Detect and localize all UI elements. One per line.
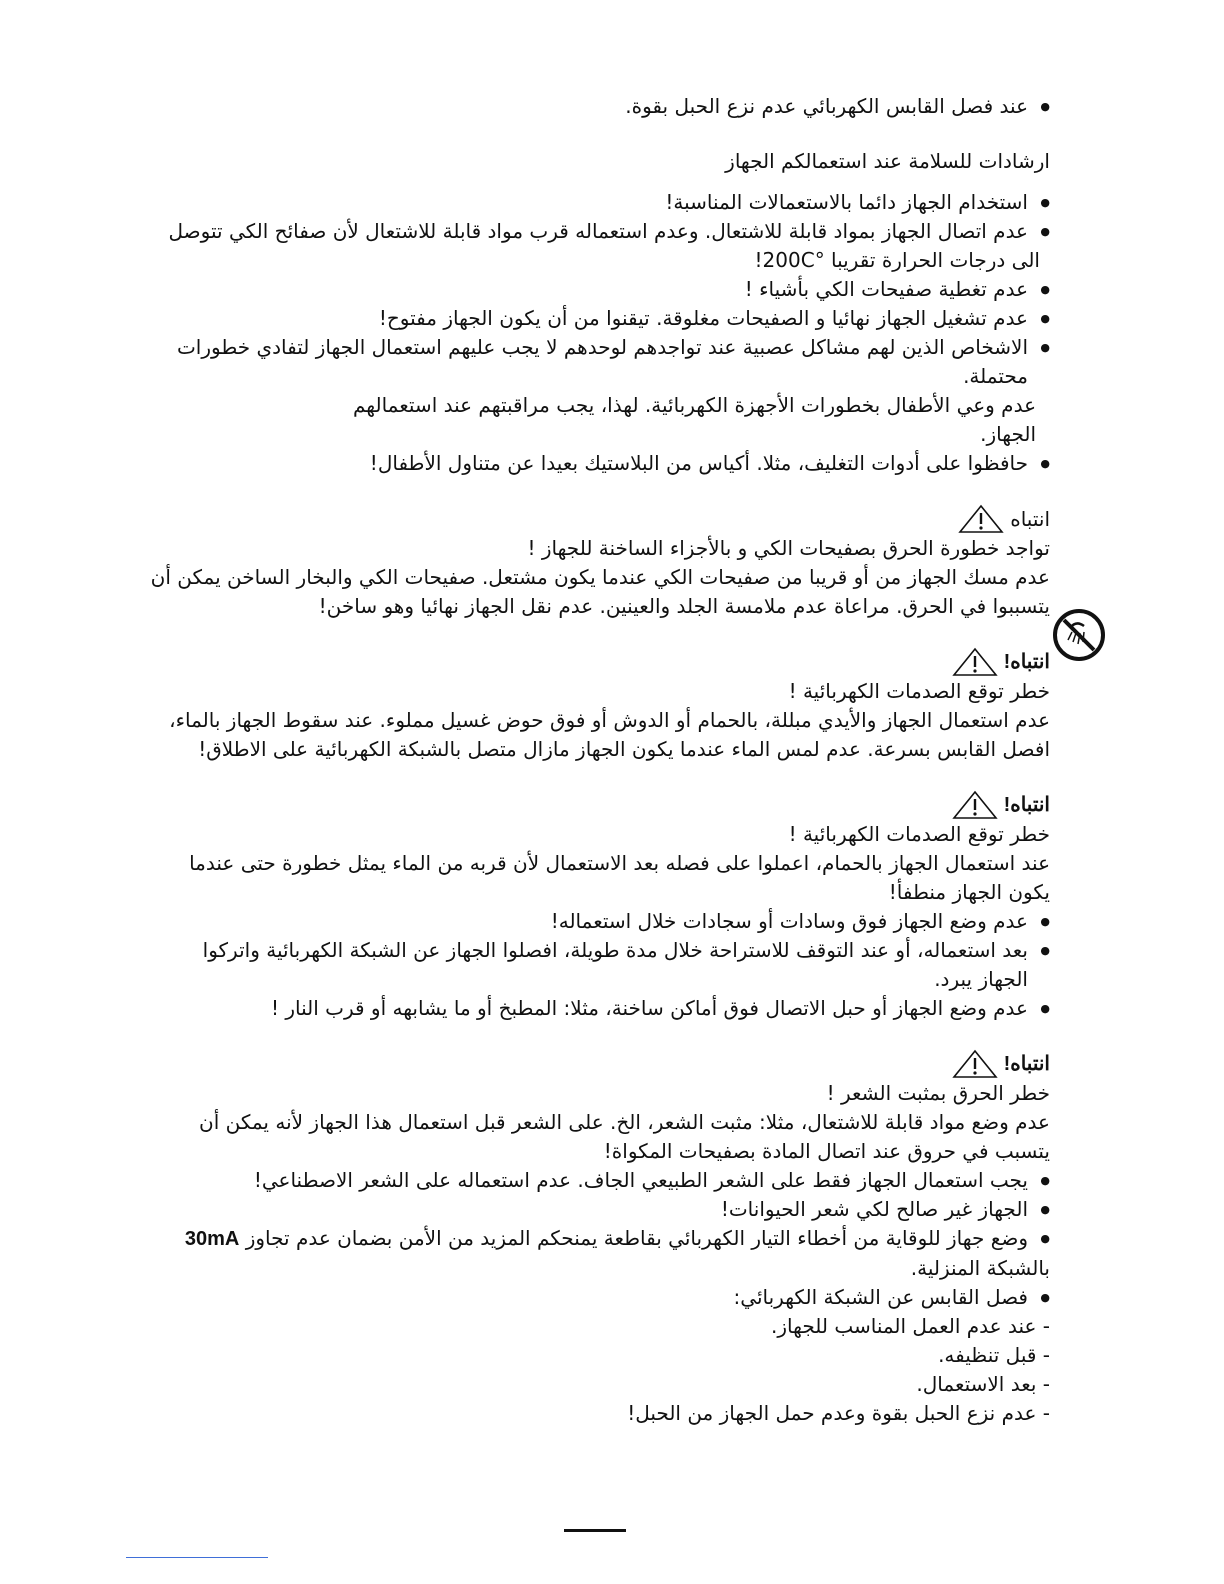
bullet-persons: ● الاشخاص الذين لهم مشاكل عصبية عند تواجدهم لوحدهم لا يجب عليهم استعمال الجهاز لتفادي خطورات محتملة. (150, 333, 1050, 391)
unplug-item-2: - قبل تنظيفه. (938, 1343, 1050, 1367)
unplug-title: ● فصل القابس عن الشبكة الكهربائي: (150, 1283, 1050, 1312)
document-body (150, 92, 1050, 1428)
children-line: عدم وعي الأطفال بخطورات الأجهزة الكهربائية. لهذا، يجب مراقبتهم عند استعمالهم الجهاز. (352, 393, 1036, 446)
temp-line: الى درجات الحرارة تقريبا °200C! (754, 248, 1040, 272)
warning-triangle-icon (952, 647, 998, 677)
unplug-item-3: - بعد الاستعمال. (916, 1372, 1050, 1396)
warning-3-line-2: عند استعمال الجهاز بالحمام، اعملوا على فصله بعد الاستعمال لأن قربه من الماء يمثل خطورة حتى عندما يكون الجهاز منطفأ! (189, 851, 1050, 904)
bullet-flammable: ● عدم اتصال الجهاز بمواد قابلة للاشتعال. وعدم استعماله قرب مواد قابلة للاشتعال لأن صفائح الكي تتوصل (150, 217, 1050, 246)
warning-1-line-2: عدم مسك الجهاز من أو قريبا من صفيحات الكي عندما يكون مشتعل. صفيحات الكي والبخار الساخن يمكن أن يتسببوا في الحرق. مراعاة عدم ملامسة الجلد والعينين. عدم نقل الجهاز نهائيا وهو ساخن! (150, 565, 1050, 618)
warning-1-line-1: تواجد خطورة الحرق بصفيحات الكي و بالأجزاء الساخنة للجهاز ! (527, 536, 1050, 560)
warning-2-heading (150, 647, 1050, 677)
warning-2-line-1: خطر توقع الصدمات الكهربائية ! (788, 679, 1050, 703)
rcd-text: وضع جهاز للوقاية من أخطاء التيار الكهربائي بقاطعة يمنحكم المزيد من الأمن بضمان عدم تجاوز (245, 1226, 1028, 1250)
warning-1-heading (150, 504, 1050, 534)
rcd-value: 30mA (184, 1228, 240, 1250)
warning-3-line-1: خطر توقع الصدمات الكهربائية ! (788, 822, 1050, 846)
intro-bullet: ● عند فصل القابس الكهربائي عدم نزع الحبل بقوة. (150, 92, 1050, 121)
unplug-item-4: - عدم نزع الحبل بقوة وعدم حمل الجهاز من الحبل! (627, 1401, 1050, 1425)
warning-4-label: انتباه! (1003, 1052, 1050, 1075)
warning-3-bullet-1: ● عدم وضع الجهاز فوق وسادات أو سجادات خلال استعماله! (150, 907, 1050, 936)
bullet-usage: ● استخدام الجهاز دائما بالاستعمالات المناسبة! (150, 188, 1050, 217)
warning-triangle-icon (958, 504, 1004, 534)
warning-3-bullet-2: ● بعد استعماله، أو عند التوقف للاستراحة خلال مدة طويلة، افصلوا الجهاز عن الشبكة الكهربائية واتركوا الجهاز يبرد. (150, 936, 1050, 994)
rcd-tail: بالشبكة المنزلية. (910, 1256, 1050, 1280)
warning-triangle-icon (952, 790, 998, 820)
page-number-rule (564, 1529, 626, 1532)
warning-triangle-icon (952, 1049, 998, 1079)
warning-3-label: انتباه! (1003, 793, 1050, 816)
warning-3-bullet-3: ● عدم وضع الجهاز أو حبل الاتصال فوق أماكن ساخنة، مثلا: المطبخ أو ما يشابهه أو قرب النار ! (150, 994, 1050, 1023)
footer-link-rule (126, 1557, 268, 1558)
warning-4-bullet-2: ● الجهاز غير صالح لكي شعر الحيوانات! (150, 1195, 1050, 1224)
warning-4-line-2: عدم وضع مواد قابلة للاشتعال، مثلا: مثبت الشعر، الخ. على الشعر قبل استعمال هذا الجهاز لأنه يمكن أن يتسبب في حروق عند اتصال المادة بصفيحات المكواة! (199, 1110, 1050, 1163)
bullet-packaging: ● حافظوا على أدوات التغليف، مثلا. أكياس من البلاستيك بعيدا عن متناول الأطفال! (150, 449, 1050, 478)
bullet-cover: ● عدم تغطية صفيحات الكي بأشياء ! (150, 275, 1050, 304)
warning-2-line-2: عدم استعمال الجهاز والأيدي مبللة، بالحمام أو الدوش أو فوق حوض غسيل مملوء. عند سقوط الجهاز بالماء، افصل القابس بسرعة. عدم لمس الماء عندما يكون الجهاز مازال متصل بالشبكة الكهربائية على الاطلاق! (169, 708, 1050, 761)
warning-4-bullet-1: ● يجب استعمال الجهاز فقط على الشعر الطبيعي الجاف. عدم استعماله على الشعر الاصطناعي! (150, 1166, 1050, 1195)
unplug-item-1: - عند عدم العمل المناسب للجهاز. (771, 1314, 1050, 1338)
warning-4-heading (150, 1049, 1050, 1079)
warning-2-label: انتباه! (1003, 650, 1050, 673)
warning-3-heading (150, 790, 1050, 820)
rcd-bullet (150, 1224, 1050, 1254)
section-title: ارشادات للسلامة عند استعمالكم الجهاز (725, 149, 1050, 173)
no-shower-icon (1052, 608, 1106, 662)
warning-4-line-1: خطر الحرق بمثبت الشعر ! (826, 1081, 1050, 1105)
bullet-closed: ● عدم تشغيل الجهاز نهائيا و الصفيحات مغلوقة. تيقنوا من أن يكون الجهاز مفتوح! (150, 304, 1050, 333)
warning-1-label: انتباه (1010, 506, 1050, 531)
